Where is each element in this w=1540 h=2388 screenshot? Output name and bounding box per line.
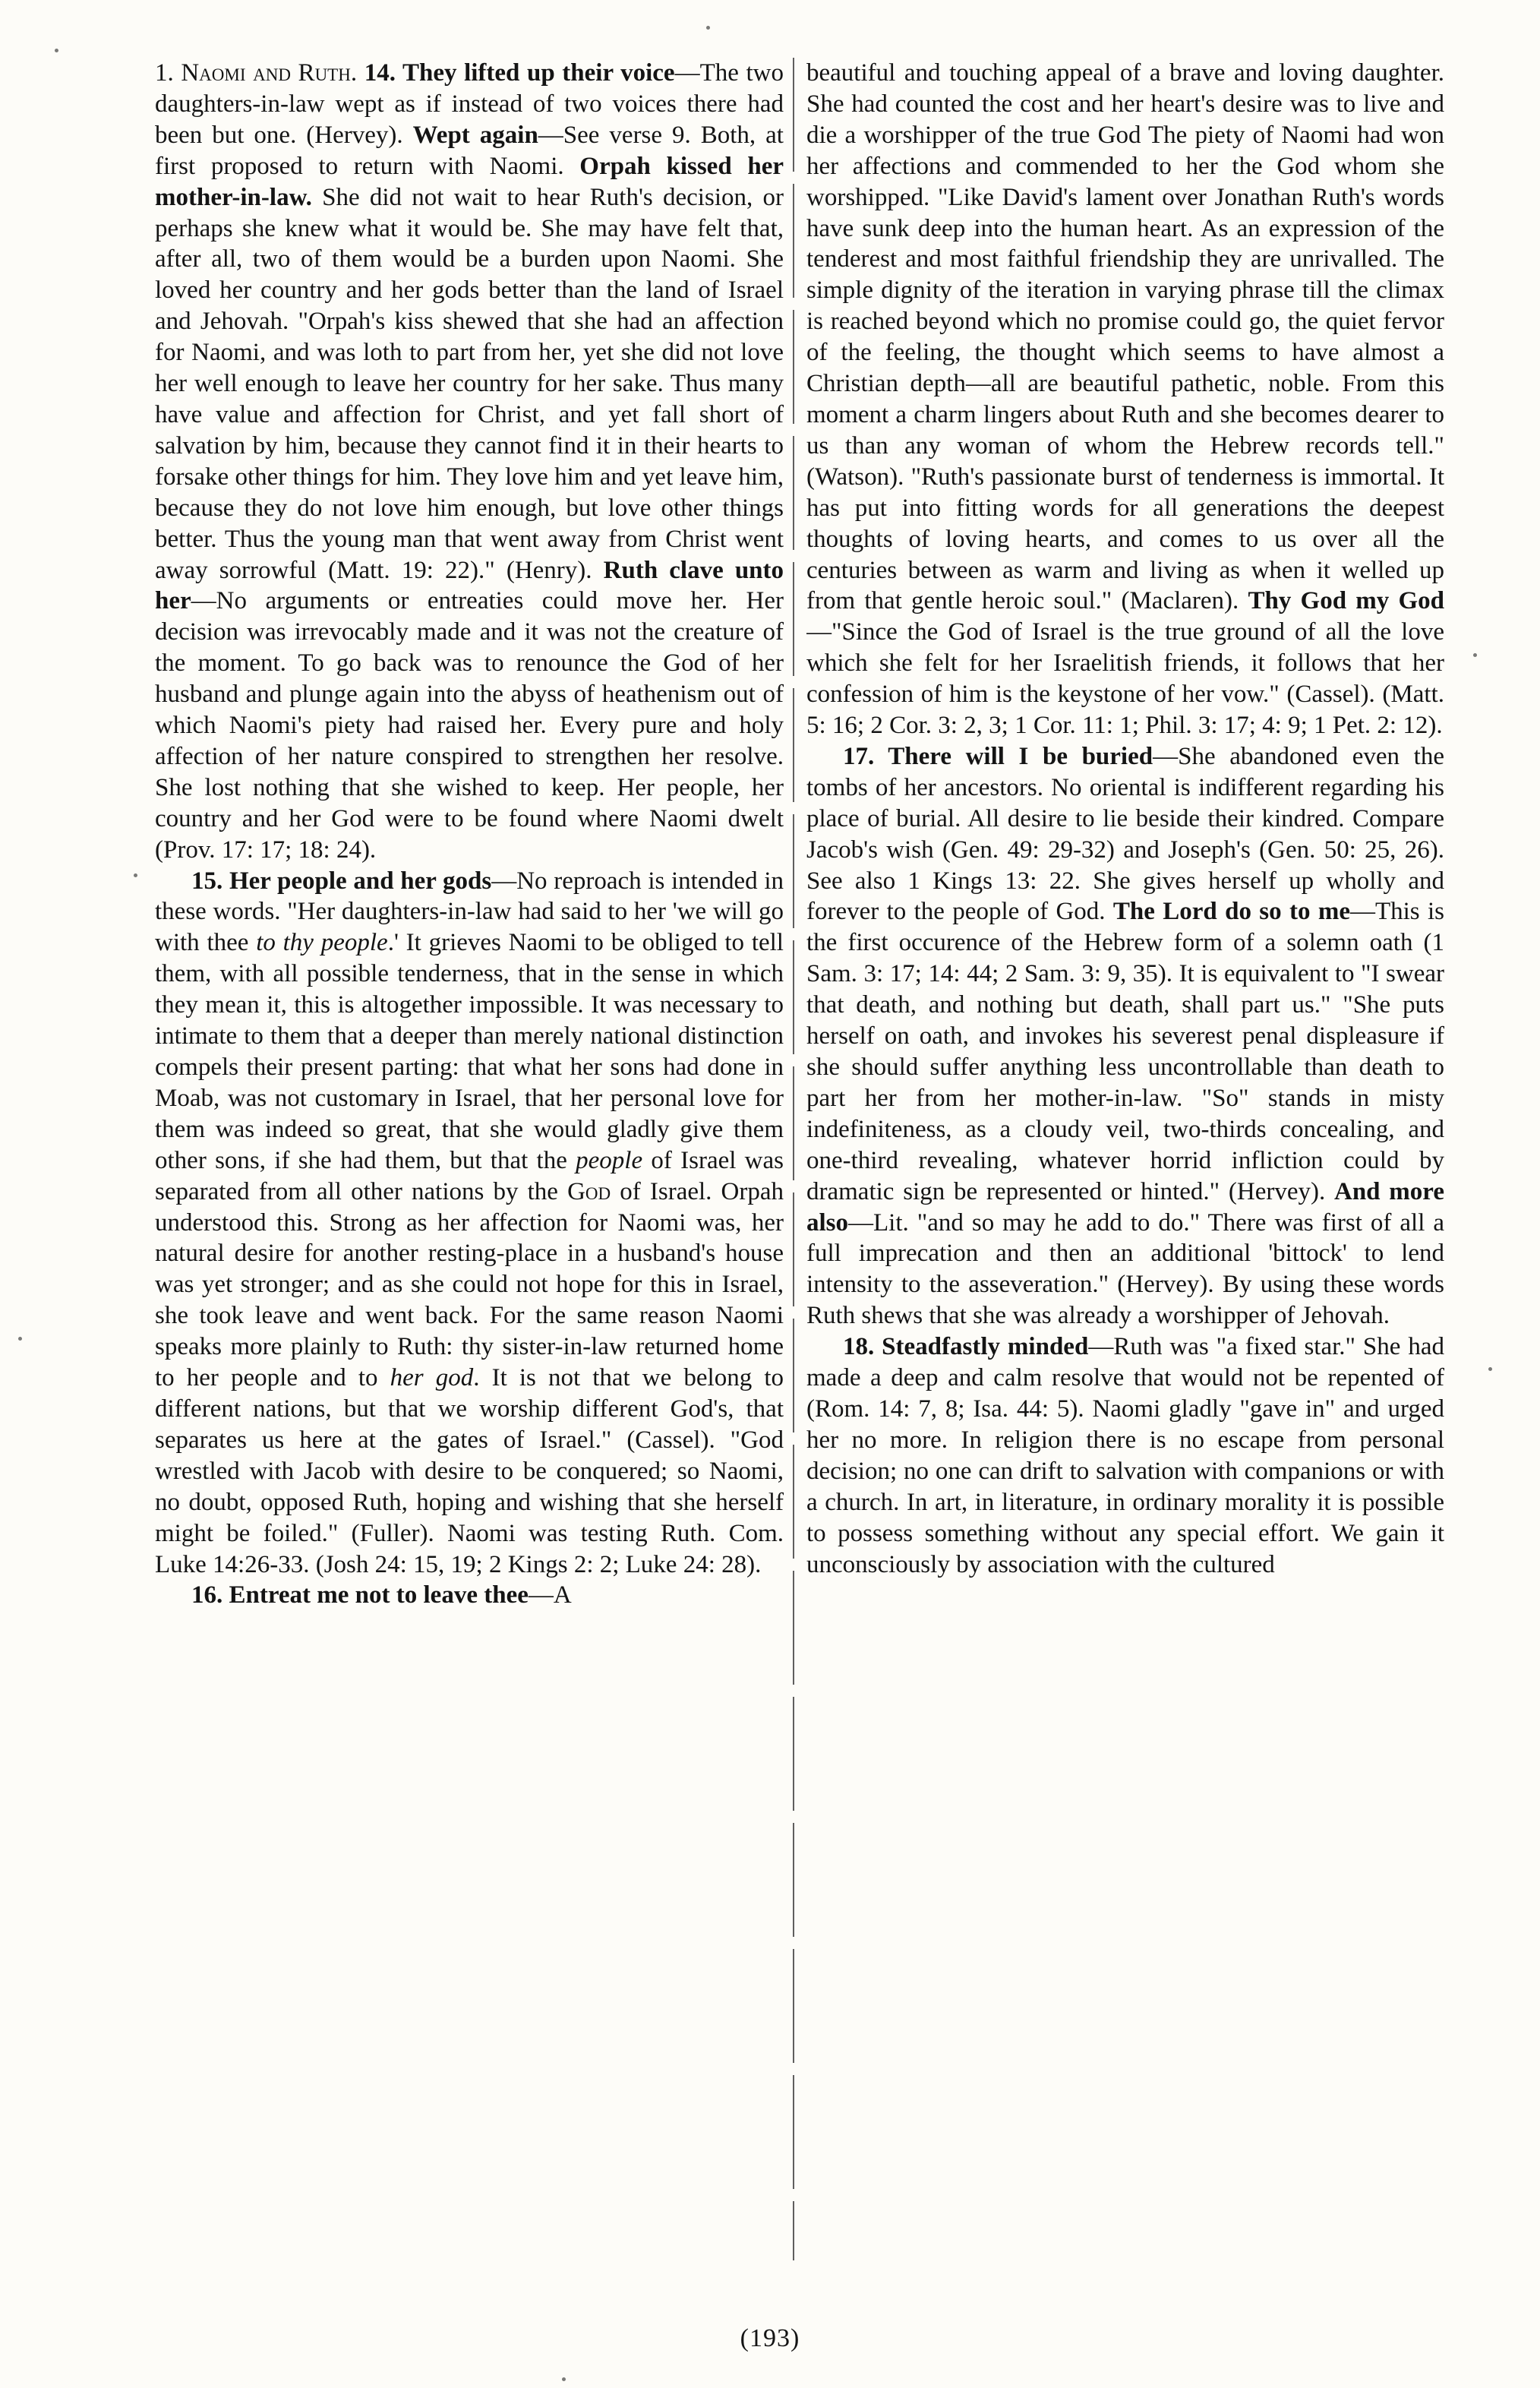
text-run: God xyxy=(567,1177,611,1205)
text-run: of Israel. Orpah understood this. Strong as her affection for Naomi was, her natural desire for another resting-place in a husband's house was yet stronger; and as she could not hope for this in Israel, she took leave and went back. For the same reason Naomi speaks more plainly to Ruth: thy sister-in-law returned home to her people and to xyxy=(155,1177,784,1392)
bold-heading: 18. Steadfastly minded xyxy=(843,1333,1089,1361)
paragraph xyxy=(155,866,784,1581)
bold-heading: Thy God my God xyxy=(1248,587,1444,615)
text-run: beautiful and touching appeal of a brave and loving daughter. She had counted the cost and her heart's desire was to live and die a worshipper of the true God The piety of Naomi had won her affections and commended to her the God whom she worshipped. "Like David's lament over Jonathan Ruth's words have sunk deep into the human heart. As an expression of the tenderest and most faithful friendship they are unrivalled. The simple dignity of the iteration in varying phrase till the climax is reached beyond which no promise could go, the quiet fervor of the feeling, the thought which seems to have almost a Christian depth—all are beautiful pathetic, noble. From this moment a charm lingers about Ruth and she becomes dearer to us than any woman of whom the Hebrew records tell." (Watson). "Ruth's passionate burst of tenderness is immortal. It has put into fitting words for all generations the deepest thoughts of loving hearts, and comes to us over all the centuries between as warm and living as when it welled up from that gentle heroic soul." (Maclaren). xyxy=(806,59,1444,615)
print-speck xyxy=(134,873,137,877)
bold-heading: Orpah kissed her mother-in-law. xyxy=(155,152,784,211)
bold-heading: The Lord do so to me xyxy=(1112,898,1350,926)
left-column xyxy=(155,58,784,2306)
text-run: —See verse 9. Both, at first proposed to return with Naomi. xyxy=(155,121,784,180)
bold-heading: 17. There will I be buried xyxy=(843,742,1153,770)
print-speck xyxy=(1473,653,1477,657)
text-run: She did not wait to hear Ruth's decision, or perhaps she knew what it would be. She may have felt that, after all, two of them would be a burden upon Naomi. She loved her country and her gods better than the land of Israel and Jehovah. "Orpah's kiss shewed that she had an affection for Naomi, and was loth to part from her, yet she did not love her well enough to leave her country for her sake. Thus many have value and affection for Christ, and yet fall short of salvation by him, because they cannot find it in their hearts to forsake other things for him. They love him and yet leave him, because they do not love him enough, but love other things better. Thus the young man that went away from Christ went away sorrowful (Matt. 19: 22)." (Henry). xyxy=(155,183,784,584)
text-run: —"Since the God of Israel is the true ground of all the love which she felt for her Israelitish friends, it follows that her confession of him is the keystone of her vow." (Cassel). (Matt. 5: 16; 2 Cor. 3: 2, 3; 1 Cor. 11: 1; Phil. 3: 17; 4: 9; 1 Pet. 2: 12). xyxy=(806,618,1444,740)
paragraph xyxy=(806,1331,1444,1580)
bold-heading: 16. Entreat me not to leave thee xyxy=(191,1581,529,1609)
text-run: of Israel was separated from all other nations by the xyxy=(155,1146,784,1205)
bold-heading: Wept again xyxy=(412,121,538,149)
right-column xyxy=(806,58,1444,2306)
bold-heading: And more also xyxy=(806,1177,1444,1237)
text-run: 1. Naomi and Ruth. xyxy=(155,59,364,87)
text-run: her god xyxy=(390,1364,474,1392)
print-speck xyxy=(1488,1367,1492,1371)
text-run: —She abandoned even the tombs of her ancestors. No oriental is indifferent regarding his place of burial. All desire to lie beside their kindred. Compare Jacob's wish (Gen. 49: 29-32) and Joseph's (Gen. 50: 25, 26). See also 1 Kings 13: 22. She gives herself up wholly and forever to the people of God. xyxy=(806,742,1444,926)
paragraph xyxy=(155,58,784,866)
text-run: —This is the first occurence of the Hebrew form of a solemn oath (1 Sam. 3: 17; 14: 44; 2 Sam. 3: 9, 35). It is equivalent to "I swear that death, and nothing but death, shall part us." "She puts herself on oath, and invokes his severest penal displeasure if she should suffer anything less uncontrollable than death to part her from her mother-in-law. "So" stands in misty indefiniteness, as a cloudy veil, two-thirds concealing, and one-third revealing, whatever horrid infliction could by dramatic sign be represented or hinted." (Hervey). xyxy=(806,898,1444,1205)
bold-heading: Ruth clave unto her xyxy=(155,556,784,615)
text-run: —The two daughters-in-law wept as if instead of two voices there had been but one. (Hervey). xyxy=(155,59,784,149)
print-speck xyxy=(18,1337,22,1341)
text-run: to thy people xyxy=(256,929,388,957)
text-run: —No reproach is intended in these words. "Her daughters-in-law had said to her 'we will go with thee xyxy=(155,867,784,957)
paragraph xyxy=(155,1580,784,1611)
page-number: (193) xyxy=(740,2324,800,2352)
text-run: —A xyxy=(528,1581,572,1609)
column-divider xyxy=(793,58,794,2260)
text-run: .' It grieves Naomi to be obliged to tell them, with all possible tenderness, that in the sense in which they mean it, this is altogether impossible. It was necessary to intimate to them that a deeper than merely national distinction compels their present parting: that what her sons had done in Moab, was not customary in Israel, that her personal love for them was indeed so great, that she would gladly give them other sons, if she had them, but that the xyxy=(155,929,784,1174)
print-speck xyxy=(706,26,710,30)
text-run: people xyxy=(576,1146,643,1174)
text-run: . It is not that we belong to different nations, but that we worship different God's, that separates us here at the gates of Israel." (Cassel). "God wrestled with Jacob with desire to be conquered; so Naomi, no doubt, opposed Ruth, hoping and wishing that she herself might be foiled." (Fuller). Naomi was testing Ruth. Com. Luke 14:26-33. (Josh 24: 15, 19; 2 Kings 2: 2; Luke 24: 28). xyxy=(155,1364,784,1578)
paragraph xyxy=(806,741,1444,1331)
bold-heading: 14. They lifted up their voice xyxy=(364,59,675,87)
text-run: —Ruth was "a fixed star." She had made a deep and calm resolve that would not be repented of (Rom. 14: 7, 8; Isa. 44: 5). Naomi gladly "gave in" and urged her no more. In religion there is no escape from personal decision; no one can drift to salvation with companions or with a church. In art, in literature, in ordinary morality it is possible to possess something without any special effort. We gain it unconsciously by association with the cultured xyxy=(806,1333,1444,1578)
print-speck xyxy=(562,2377,566,2381)
bold-heading: 15. Her people and her gods xyxy=(191,867,492,895)
paragraph xyxy=(806,58,1444,741)
text-run: —Lit. "and so may he add to do." There was first of all a full imprecation and then an additional 'bittock' to lend intensity to the asseveration." (Hervey). By using these words Ruth shews that she was already a worshipper of Jehovah. xyxy=(806,1208,1444,1330)
print-speck xyxy=(55,49,58,52)
text-run: —No arguments or entreaties could move her. Her decision was irrevocably made and it was not the creature of the moment. To go back was to renounce the God of her husband and plunge again into the abyss of heathenism out of which Naomi's piety had raised her. Every pure and holy affection of her nature conspired to strengthen her resolve. She lost nothing that she wished to keep. Her people, her country and her God were to be found where Naomi dwelt (Prov. 17: 17; 18: 24). xyxy=(155,587,784,864)
